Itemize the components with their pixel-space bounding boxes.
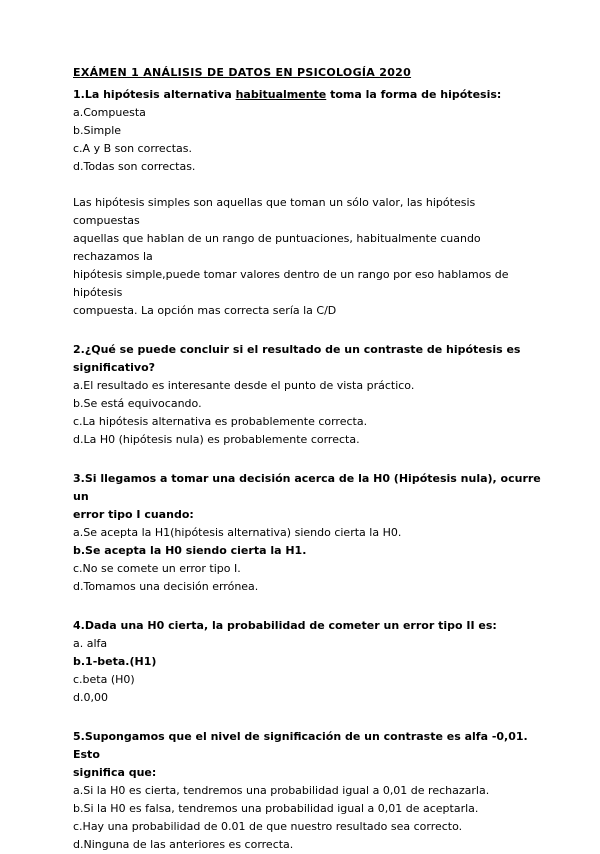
q4-option-a: a. alfa: [73, 637, 108, 650]
question-1-underlined: habitualmente: [235, 88, 327, 101]
q5-option-b: b.Si la H0 es falsa, tendremos una probabilidad igual a 0,01 de aceptarla.: [73, 802, 479, 815]
q4-option-b: b.1-beta.(H1): [73, 655, 157, 668]
q1-option-d: d.Todas son correctas.: [73, 160, 196, 173]
question-4: 4.Dada una H0 cierta, la probabilidad de cometer un error tipo II es:: [73, 619, 497, 632]
q1-explanation-line-3: hipótesis simple,puede tomar valores dentro de un rango por eso hablamos de hipótesis: [73, 268, 509, 299]
q1-explanation-line-2: aquellas que hablan de un rango de puntuaciones, habitualmente cuando rechazamos la: [73, 232, 481, 263]
q3-option-b: b.Se acepta la H0 siendo cierta la H1.: [73, 544, 307, 557]
q2-option-b: b.Se está equivocando.: [73, 397, 202, 410]
q2-option-c: c.La hipótesis alternativa es probablemente correcta.: [73, 415, 368, 428]
q3-option-c: c.No se comete un error tipo I.: [73, 562, 241, 575]
question-1: [73, 86, 543, 104]
q2-option-a: a.El resultado es interesante desde el punto de vista práctico.: [73, 379, 415, 392]
exam-page: [73, 66, 543, 854]
q4-option-c: c.beta (H0): [73, 673, 135, 686]
page-title: EXÁMEN 1 ANÁLISIS DE DATOS EN PSICOLOGÍA 2020: [73, 66, 412, 79]
q4-option-d: d.0,00: [73, 691, 108, 704]
question-2-line-2: significativo?: [73, 361, 156, 374]
question-2-line-1: 2.¿Qué se puede concluir si el resultado de un contraste de hipótesis es: [73, 343, 521, 356]
question-5-line-2: significa que:: [73, 766, 157, 779]
q1-explanation-line-1: Las hipótesis simples son aquellas que toman un sólo valor, las hipótesis compuestas: [73, 196, 476, 227]
question-5-line-1: 5.Supongamos que el nivel de significación de un contraste es alfa -0,01. Esto: [73, 730, 528, 761]
q1-explanation-line-4: compuesta. La opción mas correcta sería la C/D: [73, 304, 337, 317]
q1-option-c: c.A y B son correctas.: [73, 142, 193, 155]
q2-option-d: d.La H0 (hipótesis nula) es probablemente correcta.: [73, 433, 360, 446]
question-1-prefix: 1.La hipótesis alternativa: [73, 88, 236, 101]
q5-option-d: d.Ninguna de las anteriores es correcta.: [73, 838, 294, 851]
q1-option-a: a.Compuesta: [73, 106, 146, 119]
q3-option-a: a.Se acepta la H1(hipótesis alternativa) siendo cierta la H0.: [73, 526, 402, 539]
q5-option-c: c.Hay una probabilidad de 0.01 de que nuestro resultado sea correcto.: [73, 820, 463, 833]
q1-option-b: b.Simple: [73, 124, 122, 137]
question-3-line-2: error tipo I cuando:: [73, 508, 194, 521]
q3-option-d: d.Tomamos una decisión errónea.: [73, 580, 259, 593]
question-3-line-1: 3.Si llegamos a tomar una decisión acerca de la H0 (Hipótesis nula), ocurre un: [73, 472, 541, 503]
q5-option-a: a.Si la H0 es cierta, tendremos una probabilidad igual a 0,01 de rechazarla.: [73, 784, 490, 797]
question-1-suffix: toma la forma de hipótesis:: [326, 88, 502, 101]
